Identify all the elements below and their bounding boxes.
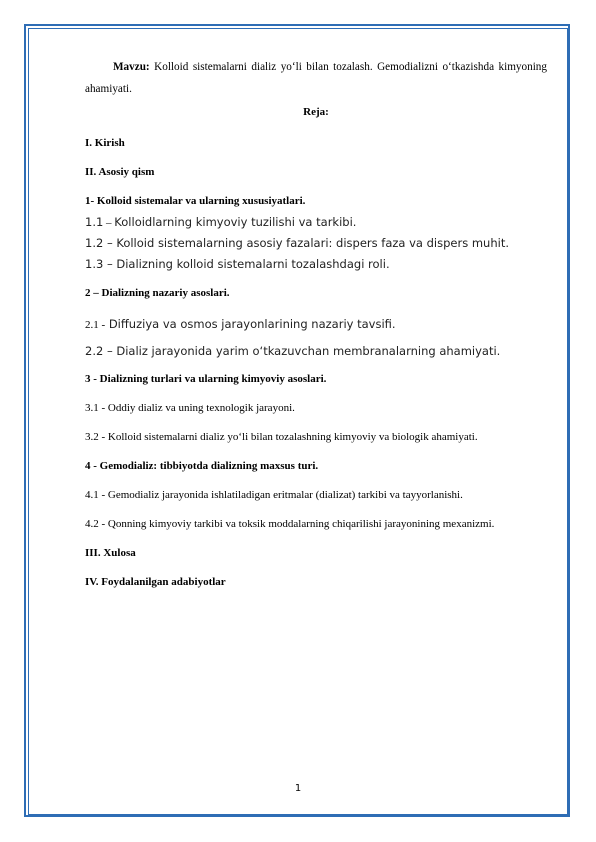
outline-item-1-1 (85, 213, 356, 231)
outline-item-3-1: 3.1 - Oddiy dializ va uning texnologik jarayoni. (85, 402, 295, 414)
outline-section-1: 1- Kolloid sistemalar va ularning xususiyatlari. (85, 195, 306, 207)
outline-item-2-2: 2.2 – Dializ jarayonida yarim o‘tkazuvchan membranalarning ahamiyati. (85, 344, 501, 358)
item-text: – Kolloid sistemalarning asosiy fazalari: dispers faza va dispers muhit. (103, 236, 509, 250)
item-number: 2.1 - (85, 319, 106, 331)
topic-label: Mavzu: (113, 61, 150, 73)
outline-references: IV. Foydalanilgan adabiyotlar (85, 576, 226, 588)
outline-item-1-3 (85, 255, 390, 273)
outline-item-3-2: 3.2 - Kolloid sistemalarni dializ yo‘li bilan tozalashning kimyoviy va biologik ahamiyati. (85, 431, 478, 443)
page-number: 1 (294, 783, 302, 794)
outline-intro: I. Kirish (85, 137, 125, 149)
item-text: Kolloidlarning kimyoviy tuzilishi va tarkibi. (114, 215, 357, 229)
outline-main: II. Asosiy qism (85, 166, 155, 178)
item-number: 1.1 (85, 215, 104, 229)
outline-section-3: 3 - Dializning turlari va ularning kimyoviy asoslari. (85, 373, 327, 385)
outline-item-1-2 (85, 234, 509, 252)
topic-paragraph (85, 56, 547, 100)
item-number: 1.3 (85, 257, 104, 271)
outline-item-4-1: 4.1 - Gemodializ jarayonida ishlatiladigan eritmalar (dializat) tarkibi va tayyorlanishi. (85, 489, 463, 501)
item-text: Diffuziya va osmos jarayonlarining nazariy tavsifi. (105, 317, 396, 331)
outline-item-2-1 (85, 315, 396, 333)
outline-item-4-2: 4.2 - Qonning kimyoviy tarkibi va toksik moddalarning chiqarilishi jarayonining mexanizmi. (85, 518, 495, 530)
plan-title: Reja: (303, 106, 329, 118)
outline-conclusion: III. Xulosa (85, 547, 136, 559)
item-dash: – (103, 217, 115, 229)
item-number: 1.2 (85, 236, 104, 250)
topic-text: Kolloid sistemalarni dializ yo‘li bilan tozalash. Gemodializni o‘tkazishda kimyoning ahamiyati. (85, 61, 547, 95)
outline-section-4: 4 - Gemodializ: tibbiyotda dializning maxsus turi. (85, 460, 319, 472)
item-text: – Dializning kolloid sistemalarni tozalashdagi roli. (103, 257, 390, 271)
outline-section-2: 2 – Dializning nazariy asoslari. (85, 287, 230, 299)
